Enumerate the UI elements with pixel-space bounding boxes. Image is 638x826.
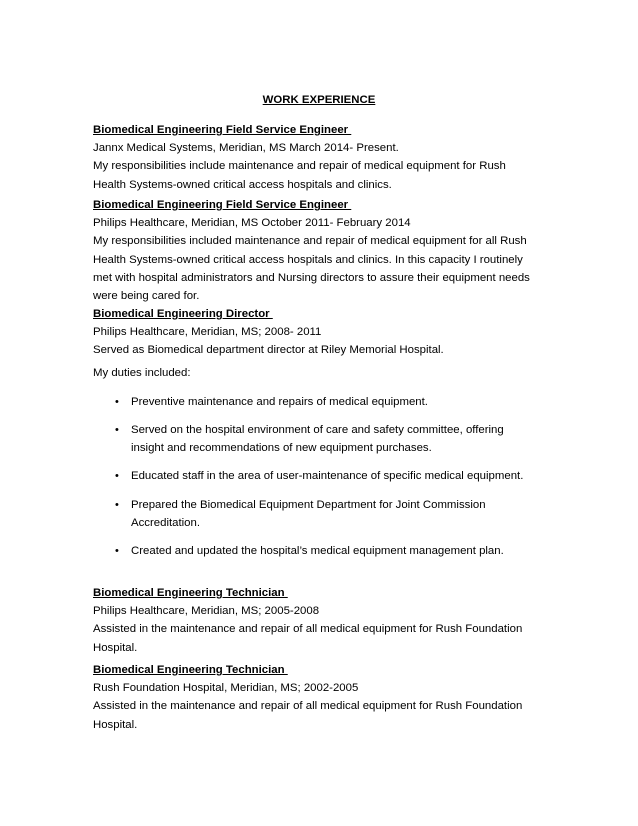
job-entry-5: [93, 661, 613, 734]
job-line: Health Systems-owned critical access hospitals and clinics.: [93, 178, 392, 191]
job-title: Biomedical Engineering Director: [93, 308, 273, 320]
job-line: My responsibilities include maintenance and repair of medical equipment for Rush: [93, 160, 506, 173]
section-heading: WORK EXPERIENCE: [262, 94, 376, 106]
job-entry-2: [93, 196, 613, 305]
job-line: Philips Healthcare, Meridian, MS October 2011- February 2014: [93, 217, 411, 230]
duty-line: insight and recommendations of new equipment purchases.: [131, 442, 432, 455]
bullet-icon: •: [115, 545, 119, 557]
job-line: were being cared for.: [93, 290, 200, 303]
job-line: Hospital.: [93, 718, 138, 731]
job-line: Hospital.: [93, 641, 138, 654]
job-line: Rush Foundation Hospital, Meridian, MS; 2002-2005: [93, 682, 359, 695]
job-title: Biomedical Engineering Technician: [93, 587, 288, 599]
duty-line: Accreditation.: [131, 517, 201, 530]
job-entry-1: [93, 121, 613, 194]
duty-line: Created and updated the hospital’s medical equipment management plan.: [131, 545, 504, 557]
job-line: Assisted in the maintenance and repair of all medical equipment for Rush Foundation: [93, 623, 523, 636]
job-title: Biomedical Engineering Field Service Engineer: [93, 199, 352, 211]
job-line: met with hospital administrators and Nursing directors to assure their equipment needs: [93, 271, 530, 284]
job-line: Jannx Medical Systems, Meridian, MS March 2014- Present.: [93, 142, 399, 155]
job-title: Biomedical Engineering Field Service Engineer: [93, 124, 352, 136]
bullet-icon: •: [115, 499, 119, 511]
job-line: Philips Healthcare, Meridian, MS; 2008- 2011: [93, 326, 322, 339]
job-entry-3: [93, 305, 613, 360]
bullet-icon: •: [115, 470, 119, 482]
duty-line: Preventive maintenance and repairs of medical equipment.: [131, 396, 428, 408]
bullet-icon: •: [115, 424, 119, 436]
duty-line: Educated staff in the area of user-maintenance of specific medical equipment.: [131, 470, 524, 482]
job-title: Biomedical Engineering Technician: [93, 664, 288, 676]
bullet-icon: •: [115, 396, 119, 408]
duties-intro: [93, 364, 613, 382]
job-line: Assisted in the maintenance and repair of all medical equipment for Rush Foundation: [93, 700, 523, 713]
duties-intro-text: My duties included:: [93, 367, 191, 379]
job-line: Served as Biomedical department director at Riley Memorial Hospital.: [93, 344, 444, 357]
duty-line: Prepared the Biomedical Equipment Department for Joint Commission: [131, 499, 486, 511]
job-line: My responsibilities included maintenance and repair of medical equipment for all Rush: [93, 235, 527, 248]
job-entry-4: [93, 584, 613, 657]
duty-line: Served on the hospital environment of care and safety committee, offering: [131, 424, 504, 436]
job-line: Health Systems-owned critical access hospitals and clinics. In this capacity I routinely: [93, 253, 523, 266]
job-line: Philips Healthcare, Meridian, MS; 2005-2008: [93, 605, 320, 618]
